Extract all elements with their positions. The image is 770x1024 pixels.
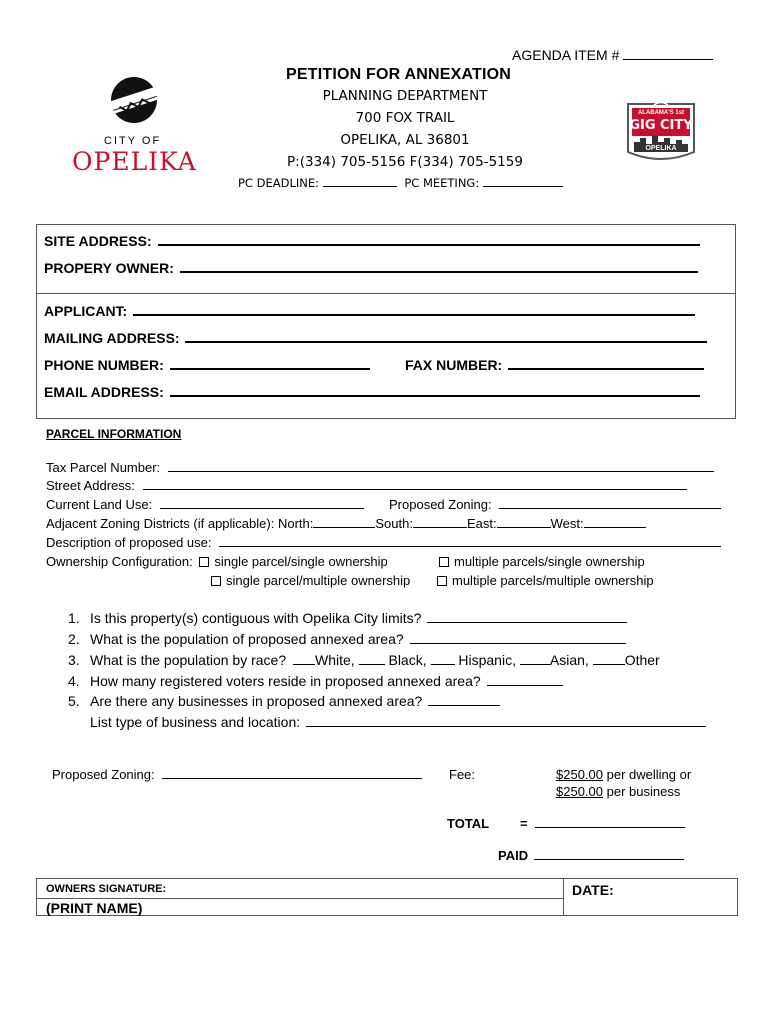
ownership-option-2 [439,554,645,569]
total-row [520,816,685,831]
white-label: White, [315,652,355,668]
total-field[interactable] [535,817,685,828]
site-address-row [44,233,700,249]
hispanic-field[interactable] [431,654,455,665]
option-2-checkbox[interactable] [439,557,449,567]
q4-field[interactable] [487,675,563,686]
q3-number: 3. [68,652,80,668]
applicant-row [44,303,695,319]
black-label: Black, [388,652,427,668]
south-label: South: [375,516,413,531]
ownership-option-3 [211,573,410,588]
fee-proposed-zoning-field[interactable] [162,768,422,779]
address-line-2: OPELIKA, AL 36801 [340,132,470,148]
date-label: DATE: [572,882,614,898]
paid-field[interactable] [534,849,684,860]
mailing-address-row [44,330,707,346]
option-2-label: multiple parcels/single ownership [454,554,645,569]
print-name-label: (PRINT NAME) [46,900,143,916]
current-land-use-field[interactable] [160,498,364,509]
mailing-address-field[interactable] [185,331,707,343]
site-address-label: SITE ADDRESS: [44,233,152,249]
proposed-zoning-field[interactable] [499,498,721,509]
property-owner-label: PROPERY OWNER: [44,260,174,276]
option-3-label: single parcel/multiple ownership [226,573,411,588]
phone-number-row [44,357,370,373]
mailing-address-label: MAILING ADDRESS: [44,330,180,346]
question-5-sub [90,714,706,730]
agenda-item [512,47,713,63]
email-address-row [44,384,700,400]
logo-opelika-wordmark: OPELIKA [72,147,197,176]
tax-parcel-row [46,460,714,475]
proposed-zoning-label: Proposed Zoning: [389,497,492,512]
paid-row [498,848,684,863]
adjacent-zoning-label: Adjacent Zoning Districts (if applicable): [46,516,275,531]
fee-line-2 [556,784,680,799]
box-divider [36,293,736,294]
street-address-field[interactable] [143,479,687,490]
east-field[interactable] [497,517,551,528]
address-line-1: 700 FOX TRAIL [355,110,455,126]
fax-number-label: FAX NUMBER: [405,357,503,373]
badge-main-text: GIG CITY [629,118,693,133]
fee-proposed-zoning-row [52,767,422,782]
paid-label: PAID [498,848,529,863]
total-label: TOTAL [447,816,490,831]
ownership-label: Ownership Configuration: [46,554,193,569]
q3-text: What is the population by race? [90,652,287,668]
adjacent-zoning-row [46,516,646,531]
pc-deadline-field[interactable] [323,176,397,187]
option-1-checkbox[interactable] [199,557,209,567]
q5-sub-text: List type of business and location: [90,714,301,730]
fee-2-amount: $250.00 [556,784,603,799]
option-4-label: multiple parcels/multiple ownership [452,573,654,588]
current-land-use-row [46,497,364,512]
west-field[interactable] [584,517,646,528]
phone-fax-line: P:(334) 705-5156 F(334) 705-5159 [287,154,523,170]
fax-number-field[interactable] [508,358,704,370]
question-3 [68,652,660,668]
q1-field[interactable] [427,612,627,623]
hispanic-label: Hispanic, [458,652,516,668]
applicant-label: APPLICANT: [44,303,128,319]
department-name: PLANNING DEPARTMENT [322,88,488,104]
west-label: West: [550,516,584,531]
q2-field[interactable] [410,633,626,644]
description-label: Description of proposed use: [46,535,212,550]
q4-text: How many registered voters reside in proposed annexed area? [90,673,481,689]
page-title: PETITION FOR ANNEXATION [286,66,512,83]
pc-line [238,176,567,190]
q5-number: 5. [68,693,80,709]
q4-number: 4. [68,673,80,689]
phone-number-field[interactable] [170,358,370,370]
q1-number: 1. [68,610,80,626]
agenda-item-field[interactable] [623,47,713,60]
badge-top-text: ALABAMA'S 1st [637,110,685,116]
signature-vertical-divider [563,878,564,916]
fee-1-amount: $250.00 [556,767,603,782]
question-2 [68,631,626,647]
q2-number: 2. [68,631,80,647]
proposed-zoning-row [389,497,721,512]
email-address-field[interactable] [170,385,700,397]
street-address-row [46,478,687,493]
applicant-field[interactable] [133,304,695,316]
logo-city-of: CITY OF [104,135,162,147]
white-field[interactable] [293,654,315,665]
question-4 [68,673,563,689]
current-land-use-label: Current Land Use: [46,497,153,512]
other-label: Other [624,652,660,668]
description-row [46,535,721,550]
fee-proposed-zoning-label: Proposed Zoning: [52,767,155,782]
q5-field[interactable] [428,695,500,706]
question-5 [68,693,500,709]
option-4-checkbox[interactable] [437,576,447,586]
question-1 [68,610,627,626]
fee-line-1 [556,767,691,782]
fee-2-text: per business [603,784,681,799]
pc-deadline-label: PC DEADLINE: [238,176,320,190]
agenda-item-label: AGENDA ITEM # [512,47,620,63]
q2-text: What is the population of proposed annexed area? [90,631,404,647]
property-owner-row [44,260,698,276]
asian-field[interactable] [520,654,550,665]
asian-label: Asian, [549,652,589,668]
email-address-label: EMAIL ADDRESS: [44,384,164,400]
north-field[interactable] [313,517,375,528]
ownership-option-4 [437,573,654,588]
pc-meeting-label: PC MEETING: [404,176,480,190]
gig-city-badge-icon [624,100,698,164]
q1-text: Is this property(s) contiguous with Opelika City limits? [90,610,422,626]
south-field[interactable] [413,517,467,528]
tax-parcel-label: Tax Parcel Number: [46,460,161,475]
black-field[interactable] [359,654,385,665]
ownership-row-1 [46,554,388,569]
tax-parcel-field[interactable] [168,461,714,472]
phone-number-label: PHONE NUMBER: [44,357,164,373]
pc-meeting-field[interactable] [483,176,563,187]
option-1-label: single parcel/single ownership [214,554,388,569]
east-label: East: [466,516,497,531]
badge-bottom-text: OPELIKA [645,145,677,152]
other-field[interactable] [593,654,625,665]
description-field[interactable] [219,536,721,547]
fee-label: Fee: [449,767,476,782]
owners-signature-label: OWNERS SIGNATURE: [46,883,167,895]
signature-horizontal-divider [36,898,564,899]
fax-number-row [405,357,704,373]
site-address-field[interactable] [158,234,700,246]
north-label: North: [277,516,314,531]
q5-text: Are there any businesses in proposed annexed area? [90,693,423,709]
street-address-label: Street Address: [46,478,135,493]
fee-1-text: per dwelling or [603,767,692,782]
property-owner-field[interactable] [180,261,698,273]
total-equals: = [520,816,528,831]
option-3-checkbox[interactable] [211,576,221,586]
q5-sub-field[interactable] [306,716,706,727]
parcel-info-heading: PARCEL INFORMATION [46,427,182,441]
